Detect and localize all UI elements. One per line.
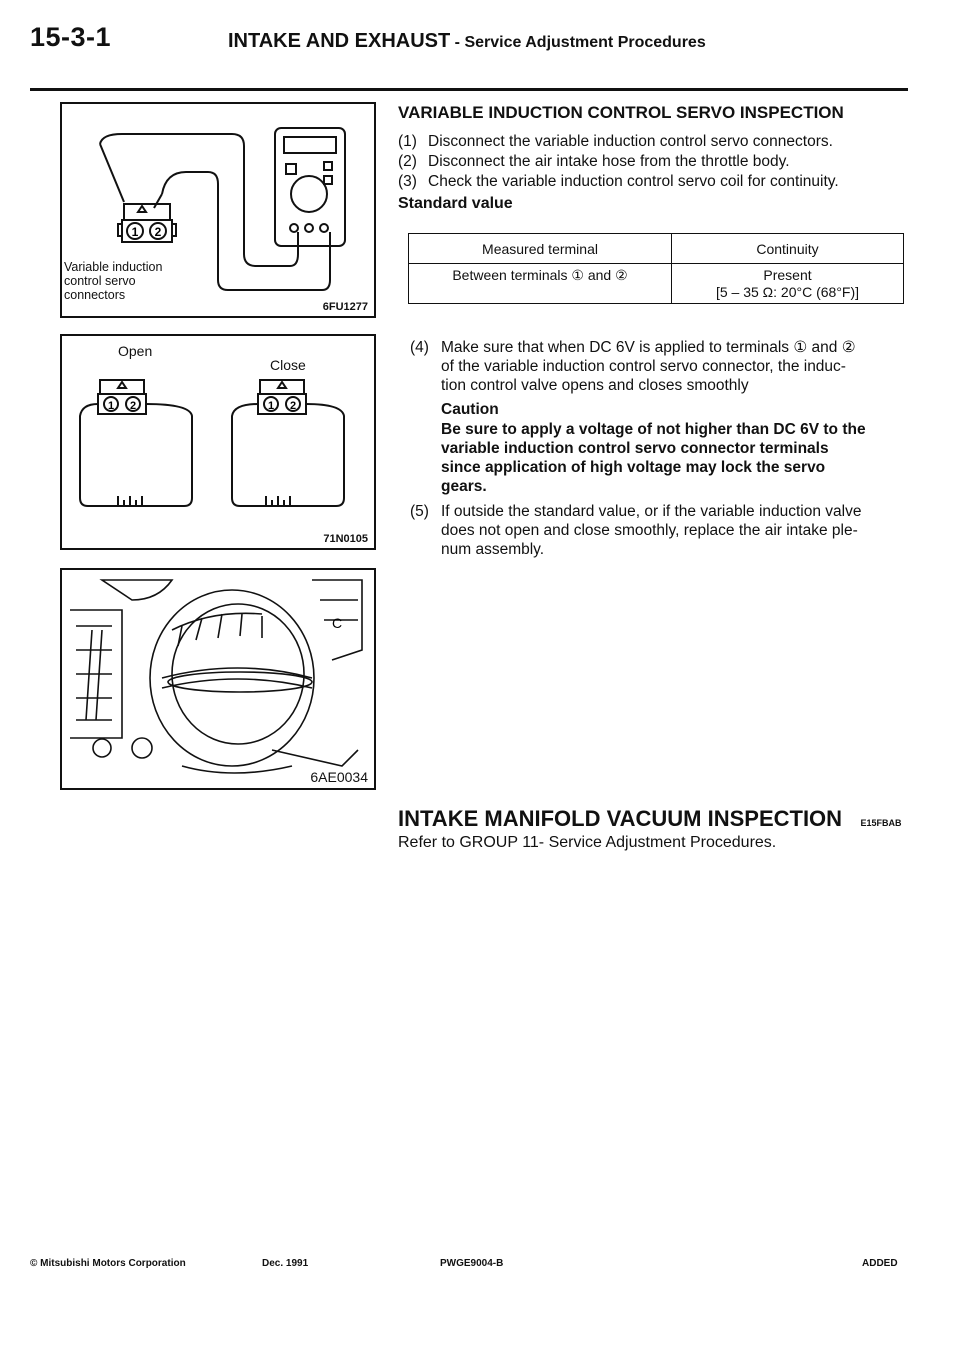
figure-continuity-check (60, 102, 376, 318)
step-number: (1) (398, 133, 417, 150)
standard-value-table (408, 233, 904, 304)
figure-code: 71N0105 (323, 533, 368, 545)
step-line: does not open and close smoothly, replace the air intake ple- (441, 522, 858, 539)
caution-line: variable induction control servo connector terminals (441, 440, 829, 457)
connector-label (64, 260, 162, 302)
step-text: Disconnect the air intake hose from the throttle body. (428, 153, 790, 170)
step-4-number: (4) (410, 339, 429, 356)
step-line: tion control valve opens and closes smoothly (441, 377, 749, 394)
step-5-number: (5) (410, 503, 429, 520)
header-rule (30, 88, 908, 91)
figure-throttle-body (60, 568, 376, 790)
connector-label-line: connectors (64, 288, 126, 302)
step-line: of the variable induction control servo connector, the induc- (441, 358, 846, 375)
figure-code: 6AE0034 (310, 769, 368, 785)
servo-open-close-diagram (62, 336, 374, 548)
resistance-range: [5 – 35 Ω: 20°C (68°F)] (715, 283, 860, 300)
continuity-value: Present (763, 266, 812, 283)
open-label: Open (118, 343, 153, 359)
step-number: (2) (398, 153, 417, 170)
step-line: Make sure that when DC 6V is applied to terminals ① and ② (441, 339, 856, 356)
page-title-main: INTAKE AND EXHAUST (228, 30, 451, 52)
open-pin-2: 2 (129, 400, 137, 412)
table-header: Continuity (672, 234, 904, 264)
connector-pin-2: 2 (154, 225, 162, 239)
step-text: Check the variable induction control servo coil for continuity. (428, 173, 839, 190)
footer-date: Dec. 1991 (262, 1258, 309, 1269)
connector-label-line: Variable induction (64, 260, 163, 274)
title-separator: - (450, 34, 465, 51)
section-title: VARIABLE INDUCTION CONTROL SERVO INSPECTION (398, 103, 844, 122)
caution-line: Be sure to apply a voltage of not higher than DC 6V to the (441, 421, 866, 438)
page-number: 15-3-1 (30, 22, 112, 52)
connector-label-line: control servo (64, 274, 136, 288)
footer-doc-id: PWGE9004-B (440, 1258, 504, 1269)
step-1 (398, 132, 918, 152)
step-3 (398, 172, 918, 192)
step-text: Disconnect the variable induction control servo connectors. (428, 133, 833, 150)
page-subtitle: Service Adjustment Procedures (464, 34, 706, 51)
connector-pin-1: 1 (131, 225, 139, 239)
section-2-heading (398, 806, 902, 832)
close-label: Close (270, 357, 306, 373)
step-line: num assembly. (441, 541, 545, 558)
caution-label: Caution (441, 401, 499, 418)
close-pin-2: 2 (289, 400, 297, 412)
part-letter: C (332, 615, 343, 631)
step-4-text (441, 338, 911, 395)
open-pin-1: 1 (107, 400, 115, 412)
caution-line: since application of high voltage may lock the servo (441, 459, 826, 476)
section-code: E15FBAB (860, 818, 902, 828)
table-header: Measured terminal (409, 234, 672, 264)
standard-value-label: Standard value (398, 195, 513, 212)
table-cell: Between terminals ① and ② (409, 264, 672, 304)
table-cell (672, 264, 904, 304)
section-2-text: Refer to GROUP 11- Service Adjustment Procedures. (398, 834, 777, 851)
step-2 (398, 152, 918, 172)
figure-open-close (60, 334, 376, 550)
step-number: (3) (398, 173, 417, 190)
footer-copyright: © Mitsubishi Motors Corporation (30, 1258, 186, 1269)
caution-line: gears. (441, 478, 487, 495)
throttle-body-drawing (62, 570, 374, 788)
close-pin-1: 1 (267, 400, 275, 412)
section-title: INTAKE MANIFOLD VACUUM INSPECTION (398, 806, 843, 831)
step-line: If outside the standard value, or if the variable induction valve (441, 503, 862, 520)
caution-text (441, 420, 911, 496)
footer-status: ADDED (862, 1258, 898, 1269)
step-5-text (441, 502, 911, 559)
figure-code: 6FU1277 (322, 301, 368, 313)
page-title (228, 30, 706, 53)
